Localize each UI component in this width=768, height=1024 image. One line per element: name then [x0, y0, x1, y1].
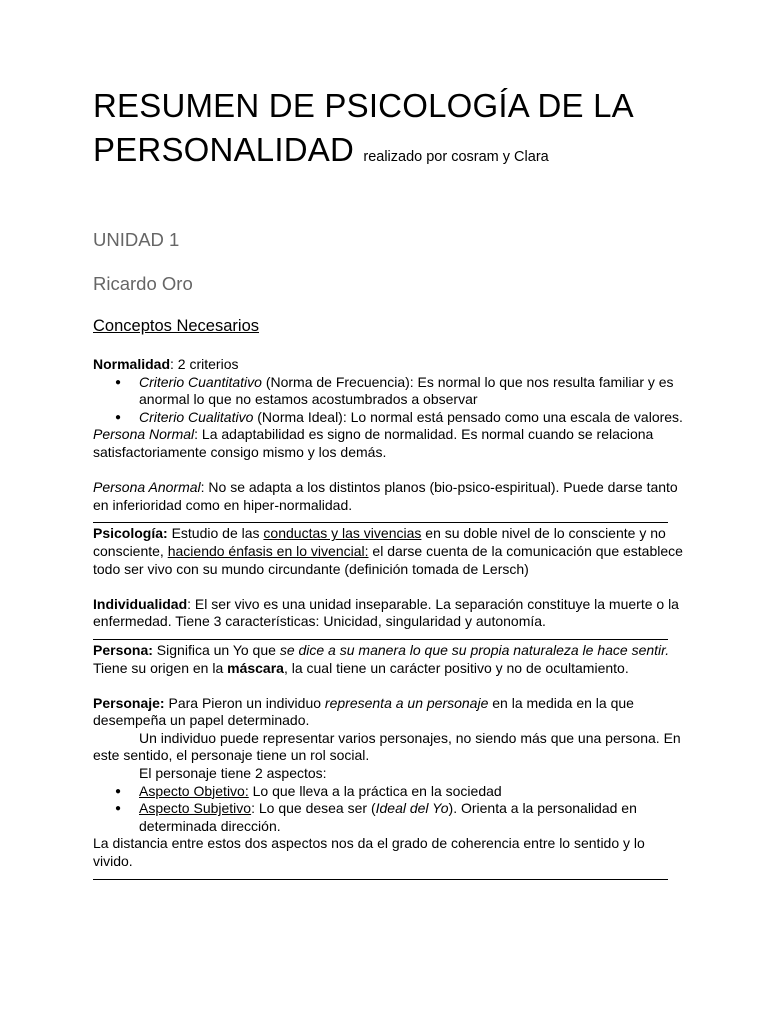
title-line-1: RESUMEN DE PSICOLOGÍA DE LA: [93, 87, 634, 124]
list-item: [139, 409, 683, 427]
persona-text: Significa un Yo que: [152, 641, 280, 658]
list-item: [139, 374, 683, 409]
psicologia-underlined: conductas y las vivencias: [263, 525, 422, 542]
psicologia-text: Estudio de las: [167, 525, 264, 542]
list-item: [139, 800, 683, 835]
document-title: [93, 84, 683, 179]
personaje-text: Para Pieron un individuo: [164, 694, 325, 711]
document-body: [93, 84, 683, 882]
persona-normal-text: : La adaptabilidad es signo de normalidad. Es normal cuando se relaciona satisfactoriamente consigo mismo y los demás.: [93, 426, 654, 460]
personaje-italic: representa a un personaje: [324, 694, 489, 711]
psicologia-paragraph: [93, 525, 683, 578]
section-heading: Conceptos Necesarios: [93, 317, 259, 335]
persona-anormal-paragraph: [93, 479, 683, 514]
criterio-text: (Norma de Frecuencia): Es normal lo que nos resulta familiar y es anormal lo que no estamos acostumbrados a observar: [139, 373, 674, 408]
persona-italic: se dice a su manera lo que su propia naturaleza le hace sentir.: [279, 641, 670, 658]
horizontal-rule: [93, 871, 668, 880]
personaje-paragraph: [93, 695, 683, 730]
normalidad-list: [93, 374, 683, 427]
psicologia-text: el darse cuenta de la comunicación que establece todo ser vivo con su mundo circundante (definición tomada de Lersch): [93, 542, 683, 577]
persona-text: , la cual tiene un carácter positivo y no de ocultamiento.: [283, 659, 629, 676]
individualidad-term: Individualidad: [93, 595, 188, 612]
persona-anormal-term: Persona Anormal: [93, 479, 201, 496]
criterio-term: Criterio Cualitativo: [139, 408, 254, 425]
personaje-paragraph-2: [93, 730, 683, 765]
aspecto-term: Aspecto Objetivo:: [139, 782, 249, 799]
aspecto-text: ). Orienta a la personalidad en determinada dirección.: [139, 800, 637, 834]
persona-anormal-text: : No se adapta a los distintos planos (bio-psico-espiritual). Puede darse tanto en inferioridad como en hiper-normalidad.: [93, 479, 678, 513]
persona-normal-paragraph: [93, 426, 683, 461]
personaje-text: en la medida en la que desempeña un papel determinado.: [93, 694, 634, 729]
criterio-text: (Norma Ideal): Lo normal está pensado como una escala de valores.: [253, 408, 683, 425]
normalidad-paragraph: [93, 356, 683, 374]
persona-term: Persona:: [93, 641, 153, 658]
unit-heading: UNIDAD 1: [93, 229, 180, 250]
spacer: [93, 462, 683, 480]
normalidad-term: Normalidad: [93, 356, 171, 372]
aspecto-italic: Ideal del Yo: [375, 800, 449, 817]
persona-text: Tiene su origen en la: [93, 659, 228, 676]
persona-normal-term: Persona Normal: [93, 426, 195, 443]
personaje-term: Personaje:: [93, 694, 165, 711]
horizontal-rule: [93, 514, 668, 523]
aspecto-text: : Lo que desea ser (: [251, 800, 376, 817]
psicologia-text: en su doble nivel de lo consciente y no consciente,: [93, 525, 666, 559]
psicologia-term: Psicología:: [93, 525, 168, 542]
persona-paragraph: [93, 642, 683, 677]
personaje-aspects-intro: El personaje tiene 2 aspectos:: [139, 765, 327, 782]
aspecto-term: Aspecto Subjetivo: [139, 800, 252, 817]
personaje-text: En este sentido, el personaje tiene un rol social.: [93, 729, 681, 764]
horizontal-rule: [93, 631, 668, 640]
persona-bold: máscara: [227, 659, 284, 676]
list-item: [139, 783, 683, 801]
spacer: [93, 677, 683, 695]
individualidad-text: : El ser vivo es una unidad inseparable. La separación constituye la muerte o la enfermedad. Tiene 3 características: Unicidad, singularidad y autonomía.: [93, 595, 679, 630]
aspecto-text: Lo que lleva a la práctica en la sociedad: [248, 782, 502, 799]
spacer: [93, 578, 683, 596]
criterio-term: Criterio Cuantitativo: [139, 373, 262, 390]
title-line-2: PERSONALIDAD: [93, 131, 354, 168]
normalidad-text: : 2 criterios: [170, 356, 239, 372]
individualidad-paragraph: [93, 596, 683, 631]
personaje-indented-text: Un individuo puede representar varios personajes, no siendo más que una persona.: [139, 729, 660, 746]
title-byline: realizado por cosram y Clara: [363, 149, 549, 165]
author-heading: Ricardo Oro: [93, 273, 193, 294]
personaje-closing: La distancia entre estos dos aspectos nos da el grado de coherencia entre lo sentido y lo vivido.: [93, 835, 645, 870]
psicologia-underlined: haciendo énfasis en lo vivencial:: [167, 542, 369, 559]
aspectos-list: [93, 783, 683, 836]
